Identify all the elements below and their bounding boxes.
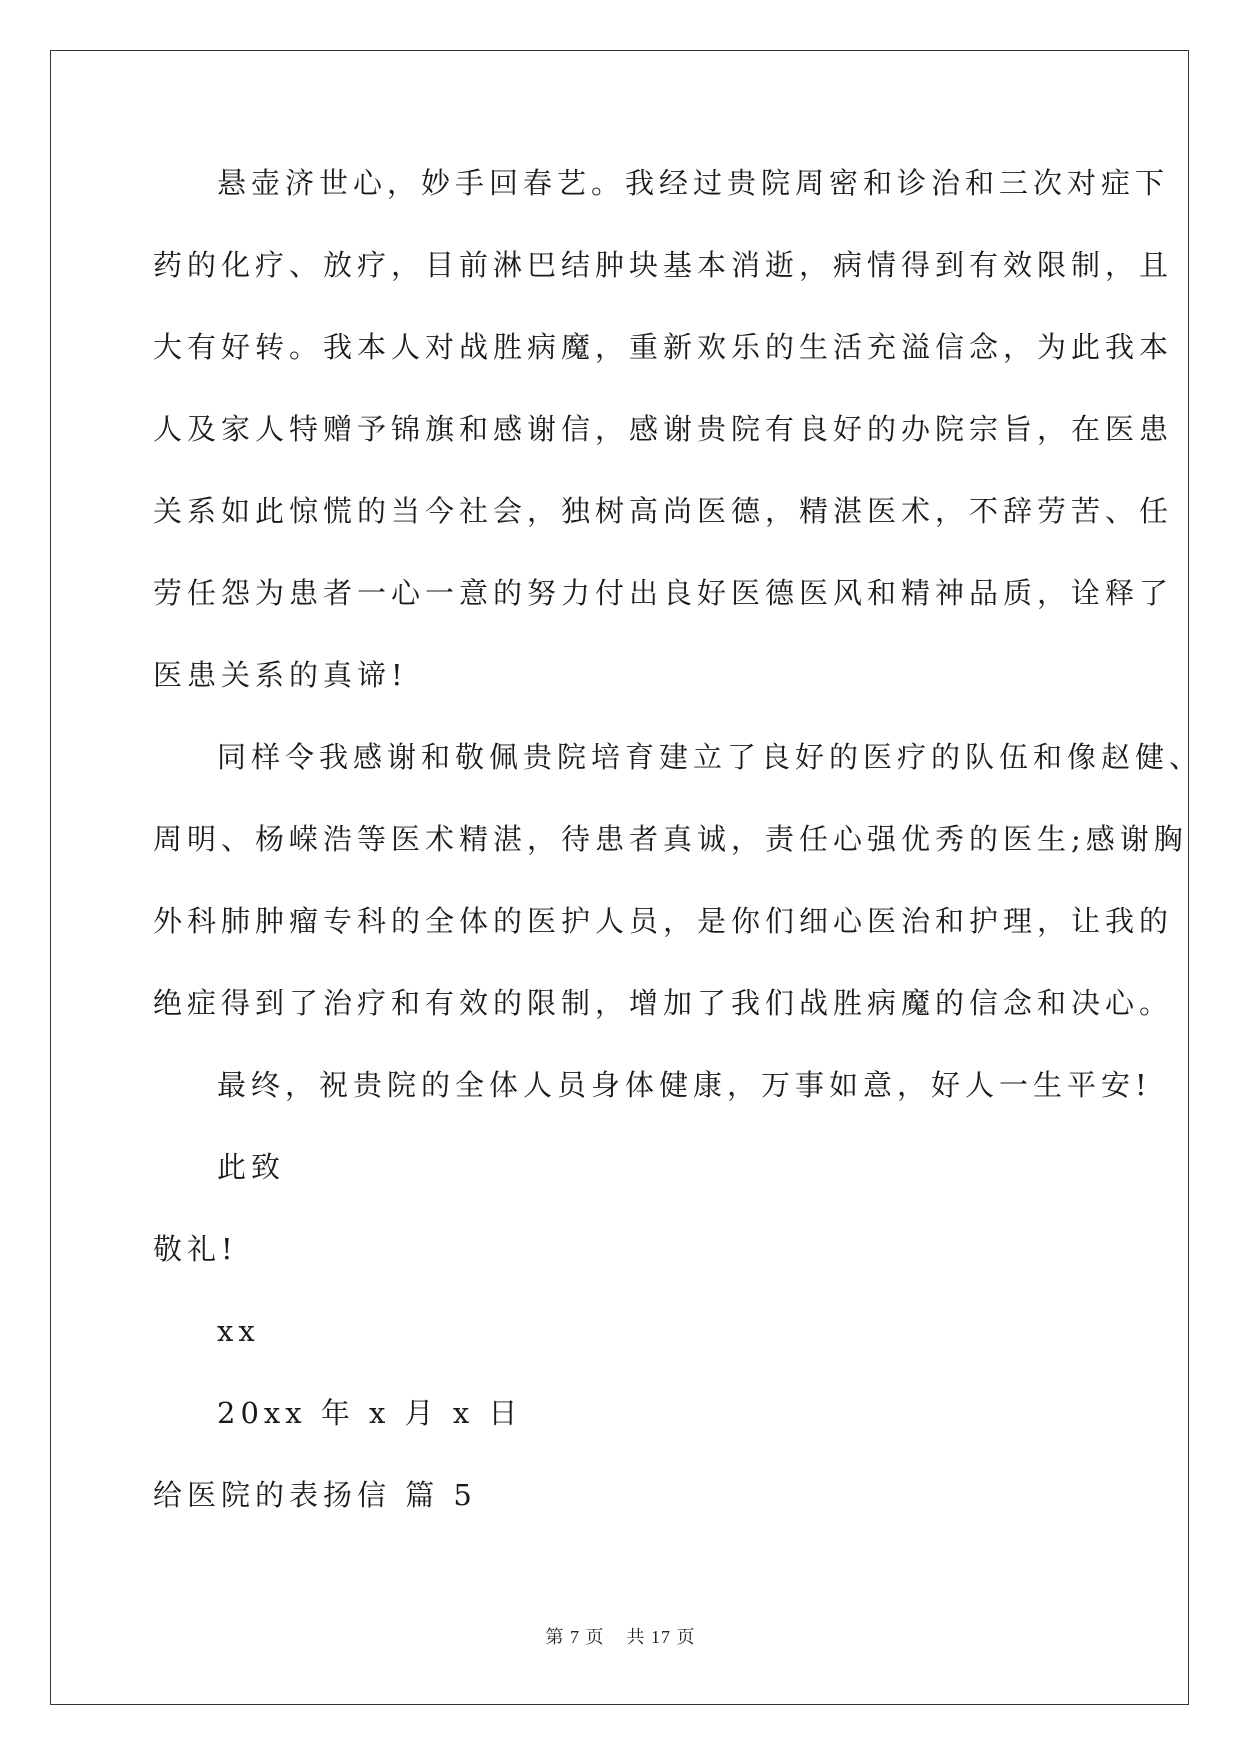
text-line: 药的化疗、放疗，目前淋巴结肿块基本消逝，病情得到有效限制，且 — [153, 248, 1174, 282]
section-heading — [153, 1480, 1113, 1562]
letter-body — [153, 166, 1204, 1562]
text-line: 关系如此惊慌的当今社会，独树高尚医德，精湛医术，不辞劳苦、任 — [153, 494, 1174, 528]
text-line: 20xx 年 x 月 x 日 — [217, 1396, 523, 1430]
text-line: 此致 — [217, 1150, 286, 1184]
signature-date — [153, 1398, 1113, 1480]
paragraph — [153, 740, 1204, 1070]
salutation-cizhi — [153, 1152, 1113, 1234]
text-line: 医患关系的真谛! — [153, 658, 408, 692]
text-line: xx — [217, 1314, 260, 1348]
text-line: 劳任怨为患者一心一意的努力付出良好医德医风和精神品质，诠释了 — [153, 576, 1174, 610]
text-line: 外科肺肿瘤专科的全体的医护人员，是你们细心医治和护理，让我的 — [153, 904, 1174, 938]
text-line: 绝症得到了治疗和有效的限制，增加了我们战胜病魔的信念和决心。 — [153, 986, 1174, 1020]
text-line: 给医院的表扬信 篇 5 — [153, 1478, 477, 1512]
page-footer — [0, 1623, 1241, 1649]
text-line: 最终，祝贵院的全体人员身体健康，万事如意，好人一生平安! — [217, 1068, 1152, 1102]
page-number: 第 7 页 共 17 页 — [545, 1627, 696, 1647]
salutation-jingli — [153, 1234, 1113, 1316]
text-line: 周明、杨嵘浩等医术精湛，待患者真诚，责任心强优秀的医生;感谢胸 — [153, 822, 1188, 856]
text-line: 敬礼! — [153, 1232, 238, 1266]
text-line: 大有好转。我本人对战胜病魔，重新欢乐的生活充溢信念，为此我本 — [153, 330, 1174, 364]
closing-wishes — [153, 1068, 1152, 1152]
paragraph — [153, 166, 1174, 742]
text-line: 人及家人特赠予锦旗和感谢信，感谢贵院有良好的办院宗旨，在医患 — [153, 412, 1174, 446]
text-line: 同样令我感谢和敬佩贵院培育建立了良好的医疗的队伍和像赵健、 — [217, 740, 1204, 774]
text-line: 悬壶济世心，妙手回春艺。我经过贵院周密和诊治和三次对症下 — [217, 166, 1170, 200]
signature-name — [153, 1316, 1113, 1398]
